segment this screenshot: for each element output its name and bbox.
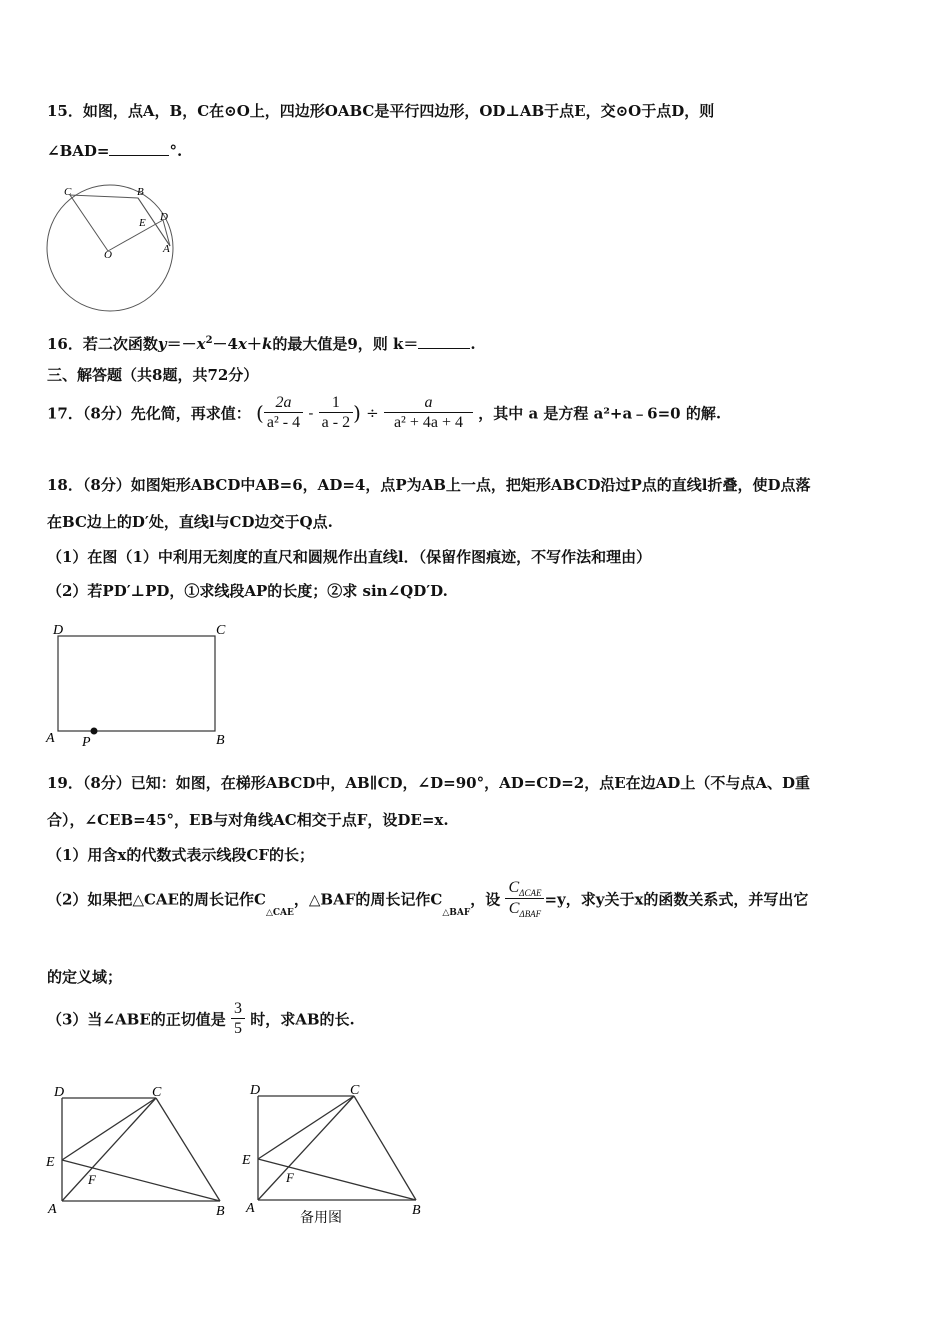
q17-fraction-2: $\frac{1}{a - 2}$	[319, 394, 353, 432]
q19-fig2-ac	[258, 1096, 354, 1200]
q16-x: x	[196, 335, 206, 353]
q17-line: 17．（8分）先化简，再求值： ( $\frac{2a}{\text{a² - 4}}$ - $\frac{1}{a - 2}$ ) ÷ $\frac{a}{\text{a² + 4a + 4}}$ ，其中 a 是方程 a²+a﹣6=0 的解.	[47, 394, 722, 431]
q15-circle-o	[47, 185, 173, 311]
q15-label-c: C	[64, 186, 72, 198]
q19-line2: 合），∠CEB=45°，EB与对角线AC相交于点F，设DE=x.	[47, 811, 449, 829]
q17-minus: -	[308, 404, 314, 422]
q18-line2: 在BC边上的D′处，直线l与CD边交于Q点.	[47, 513, 333, 531]
q19-part2-line2: 的定义域；	[47, 968, 123, 986]
q16-plus: ＋	[246, 335, 262, 353]
q19-fig1-label-f: F	[88, 1172, 96, 1187]
section3-heading: 三、解答题（共8题，共72分）	[47, 366, 259, 384]
q19-part2-b: ，△BAF的周长记作C	[293, 890, 443, 909]
q19-fig1-ec	[62, 1098, 156, 1160]
q18-rectangle-abcd	[58, 636, 215, 731]
q19-trapezoid-figure	[44, 1080, 232, 1220]
q15-label-b: B	[137, 186, 144, 198]
q19-fig1-label-d: D	[54, 1085, 65, 1100]
q19-fig2-label-f: F	[286, 1170, 294, 1185]
q15-label-a: A	[163, 243, 170, 255]
q17-prefix: 17．（8分）先化简，再求值：	[47, 404, 251, 423]
q17-divide: ÷	[366, 404, 379, 422]
q15-label-d: D	[160, 211, 168, 223]
q18-label-c: C	[216, 623, 226, 638]
q18-label-b: B	[216, 733, 225, 748]
q19-fig2-label-e: E	[242, 1153, 251, 1168]
q19-part3-a: （3）当∠ABE的正切值是	[47, 1010, 226, 1029]
q19-fig1-eb	[62, 1160, 220, 1201]
q16-suffix: 的最大值是9，则 k＝	[272, 335, 419, 353]
q19-sub-baf: △BAF	[442, 908, 471, 919]
q16-line	[47, 334, 476, 352]
q16-prefix: 16．若二次函数	[47, 335, 158, 353]
q17-suffix: ，其中 a 是方程 a²+a﹣6=0 的解.	[478, 404, 722, 423]
q18-point-p	[91, 728, 98, 735]
q19-fig2-cb	[354, 1096, 416, 1200]
q17-fraction-3: $\frac{a}{\text{a² + 4a + 4}}$	[384, 394, 473, 432]
q16-answer-blank	[418, 334, 470, 349]
q19-sub-cae: △CAE	[265, 908, 294, 919]
q19-spare-figure	[240, 1080, 430, 1228]
q19-fig2-caption: 备用图	[300, 1210, 342, 1226]
q19-fig1-ac	[62, 1098, 156, 1201]
q18-part1: （1）在图（1）中利用无刻度的直尺和圆规作出直线l．（保留作图痕迹，不写作法和理由）	[47, 548, 652, 566]
q16-k: k	[261, 335, 273, 353]
q18-label-p: P	[82, 735, 91, 750]
q19-fig2-ec	[258, 1096, 354, 1159]
q19-ratio-fraction: $\frac{C_{\Delta CAE}}{C_{\Delta BAF}}$	[505, 879, 544, 919]
q17-fraction-1: $\frac{2a}{\text{a² - 4}}$	[264, 394, 303, 432]
q19-fig2-label-c: C	[350, 1083, 360, 1098]
q19-line1: 19．（8分）已知：如图，在梯形ABCD中，AB∥CD，∠D=90°，AD=CD=2，点E在边AD上（不与点A、D重	[47, 774, 810, 792]
q19-part2-a: （2）如果把△CAE的周长记作C	[47, 890, 266, 909]
q18-line1: 18．（8分）如图矩形ABCD中AB=6，AD=4，点P为AB上一点，把矩形ABCD沿过P点的直线l折叠，使D点落	[47, 476, 811, 494]
q19-tan-fraction: $\frac{3}{5}$	[231, 1000, 245, 1038]
q19-fig2-eb	[258, 1159, 416, 1200]
q18-rectangle-figure	[42, 620, 234, 752]
q15-answer-blank	[109, 141, 169, 156]
q16-minus4: －4	[212, 335, 238, 353]
q19-part3-b: 时，求AB的长.	[250, 1010, 355, 1029]
q18-label-a: A	[46, 731, 55, 746]
q19-fig1-label-c: C	[152, 1085, 162, 1100]
q15-label-o: O	[104, 249, 112, 261]
q18-part2: （2）若PD′⊥PD，①求线段AP的长度；②求 sin∠QD′D.	[47, 582, 448, 600]
q19-fig1-label-b: B	[216, 1204, 225, 1219]
q18-label-d: D	[53, 623, 64, 638]
q19-fig1-label-a: A	[48, 1202, 57, 1217]
q19-part2-c: ，设	[470, 890, 501, 909]
q15-segment-od	[108, 220, 163, 251]
q19-fig1-cb	[156, 1098, 220, 1201]
q19-part2-d: =y，求y关于x的函数关系式，并写出它	[544, 890, 809, 909]
q15-line2	[47, 141, 182, 159]
q16-y: y	[157, 335, 167, 353]
q15-line1: 15．如图，点A，B，C在⊙O上，四边形OABC是平行四边形，OD⊥AB于点E，交⊙O于点D，则	[47, 102, 715, 120]
q19-part3	[47, 1000, 355, 1038]
q15-circle-figure	[40, 183, 180, 313]
q16-eq: ＝－	[166, 335, 197, 353]
q15-degree: °.	[169, 142, 183, 160]
q15-angle-label: ∠BAD=	[47, 142, 110, 160]
q19-fig1-label-e: E	[46, 1155, 55, 1170]
q19-fig2-label-b: B	[412, 1203, 421, 1218]
q19-fig2-label-d: D	[250, 1083, 261, 1098]
q19-part1: （1）用含x的代数式表示线段CF的长；	[47, 846, 314, 864]
q16-x2: x	[237, 335, 247, 353]
q19-part2	[47, 879, 808, 919]
q15-label-e: E	[139, 217, 146, 229]
q16-exp: 2	[205, 335, 213, 346]
q16-end: .	[470, 335, 476, 353]
q19-fig2-label-a: A	[246, 1201, 255, 1216]
